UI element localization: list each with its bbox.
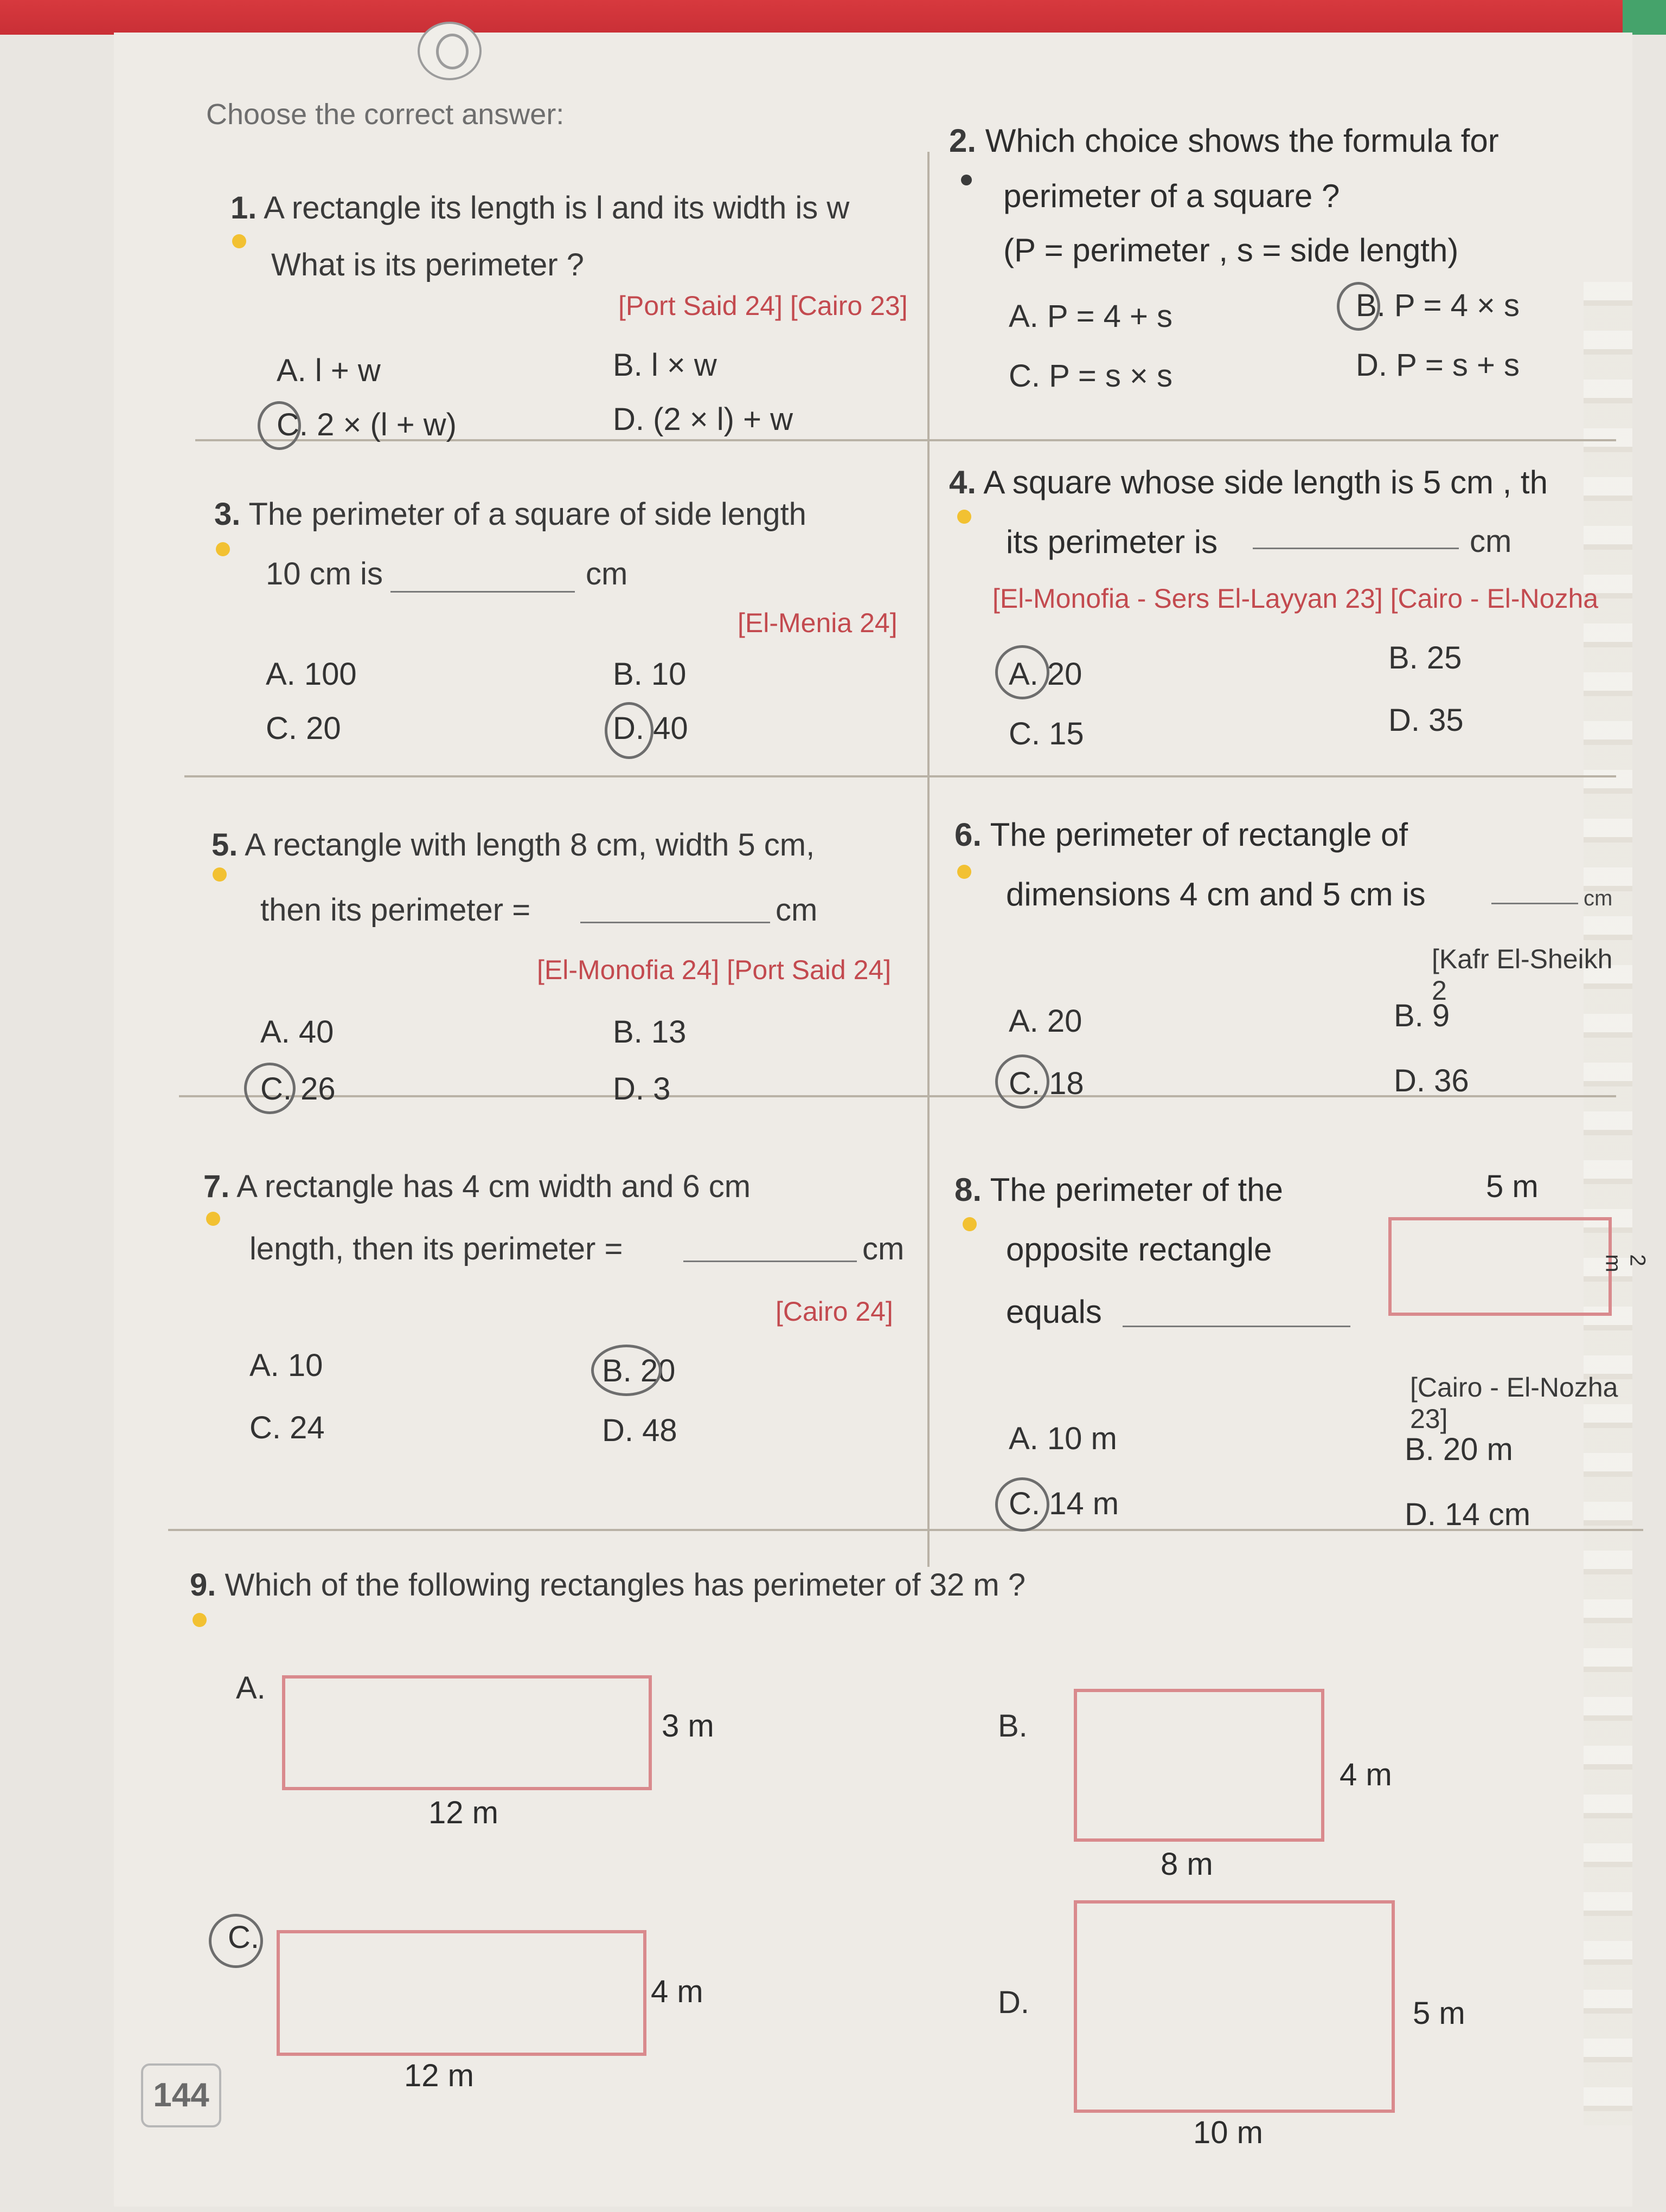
q3-line1 [214,499,806,530]
q4-line1 [949,466,1548,499]
q1-option-c[interactable]: C. 2 × (l + w) [277,407,457,442]
q8-bullet-icon [963,1217,977,1231]
q7-source: [Cairo 24] [776,1296,893,1327]
q2-bullet-icon [961,175,972,185]
q2-answer-circle [1337,282,1380,331]
q6-bullet-icon [957,865,971,879]
q1-option-b[interactable]: B. l × w [613,348,717,383]
q6-option-b[interactable]: B. 9 [1394,998,1450,1033]
q5-line2a: then its perimeter = [260,892,531,928]
q3-bullet-icon [216,542,230,556]
q5-source: [El-Monofia 24] [Port Said 24] [537,955,892,985]
q5-option-a[interactable]: A. 40 [260,1014,334,1050]
q6-line1 [954,816,1408,853]
q2-line1 [949,125,1499,157]
q9-rectangle-b[interactable] [1074,1689,1324,1842]
q7-text: A rectangle has 4 cm width and 6 cm [236,1169,751,1204]
q8-answer-blank[interactable] [1123,1326,1350,1327]
q2-number: 2. [949,123,977,159]
q4-line2b: cm [1470,524,1512,559]
q4-number: 4. [949,464,977,500]
q9-line1 [190,1567,1026,1603]
q9-bullet-icon [193,1613,207,1627]
q8-option-a[interactable]: A. 10 m [1009,1421,1117,1456]
q4-option-d[interactable]: D. 35 [1388,703,1464,738]
page-number: 144 [141,2063,221,2127]
q4-answer-circle [995,645,1049,699]
q8-number: 8. [954,1172,982,1208]
q3-answer-circle [605,702,653,759]
q5-answer-blank[interactable] [580,922,770,923]
q9-option-d-label[interactable]: D. [998,1985,1029,2020]
q5-answer-circle [244,1063,296,1114]
q5-option-c[interactable]: C. 26 [260,1071,336,1107]
q7-line2a: length, then its perimeter = [249,1231,623,1266]
column-divider [927,152,930,1567]
q3-line2a: 10 cm is [266,556,383,591]
logo-icon [436,34,469,69]
q3-option-b[interactable]: B. 10 [613,657,687,692]
q7-option-a[interactable]: A. 10 [249,1348,323,1383]
page-heading: Choose the correct answer: [206,98,565,131]
q4-line2a: its perimeter is [1006,524,1218,560]
logo-badge [418,22,482,80]
q6-answer-blank[interactable] [1491,903,1578,904]
q1-option-d[interactable]: D. (2 × l) + w [613,402,793,437]
q3-answer-blank[interactable] [390,591,575,593]
q9-b-bottom-label: 8 m [1161,1847,1213,1882]
q1-answer-circle [258,401,301,450]
q3-source: [El-Menia 24] [738,608,898,638]
q8-figure-side-label: 2 m [1601,1254,1650,1272]
q9-text: Which of the following rectangles has perimeter of 32 m ? [225,1567,1026,1603]
q9-option-a-label[interactable]: A. [236,1670,266,1706]
q1-bullet-icon [232,234,246,248]
q8-line2: opposite rectangle [1006,1231,1272,1268]
q6-option-c[interactable]: C. 18 [1009,1066,1084,1101]
q1-line1 [230,192,849,224]
q9-d-side-label: 5 m [1413,1996,1465,2031]
q5-bullet-icon [213,867,227,882]
q6-line2a: dimensions 4 cm and 5 cm is [1006,876,1426,912]
top-color-band [0,0,1666,35]
q6-answer-circle [995,1054,1049,1109]
q5-number: 5. [212,827,238,863]
q6-number: 6. [954,816,982,853]
q7-answer-blank[interactable] [683,1261,857,1262]
q5-option-b[interactable]: B. 13 [613,1014,687,1050]
q7-line1 [203,1171,751,1203]
q3-option-a[interactable]: A. 100 [266,657,357,692]
q4-option-b[interactable]: B. 25 [1388,640,1462,676]
q6-source: [Kafr El-Sheikh 2 [1432,944,1613,1006]
q7-option-c[interactable]: C. 24 [249,1410,325,1445]
q4-option-c[interactable]: C. 15 [1009,716,1084,751]
q1-source: [Port Said 24] [Cairo 23] [618,291,908,321]
q9-rectangle-a[interactable] [282,1675,652,1790]
q3-number: 3. [214,497,241,532]
q9-a-side-label: 3 m [662,1708,714,1744]
q7-option-b[interactable]: B. 20 [602,1353,676,1388]
q6-option-d[interactable]: D. 36 [1394,1063,1469,1098]
q5-text: A rectangle with length 8 cm, width 5 cm, [245,827,815,863]
row-divider [184,775,1616,777]
q7-number: 7. [203,1169,230,1204]
q4-option-a[interactable]: A. 20 [1009,657,1082,692]
q8-option-c[interactable]: C. 14 m [1009,1486,1119,1521]
q8-text: The perimeter of the [990,1172,1283,1208]
q9-option-c-label[interactable]: C. [228,1920,259,1955]
q4-bullet-icon [957,510,971,524]
q7-bullet-icon [206,1212,220,1226]
q2-text: Which choice shows the formula for [985,123,1499,159]
q3-option-d[interactable]: D. 40 [613,711,688,746]
q2-option-d[interactable]: D. P = s + s [1356,348,1520,383]
q6-option-a[interactable]: A. 20 [1009,1004,1082,1039]
q2-line2: perimeter of a square ? [1003,178,1340,214]
q8-line3: equals [1006,1294,1102,1330]
q9-number: 9. [190,1567,216,1603]
q1-number: 1. [230,190,257,226]
q5-line1 [212,829,815,861]
q3-line2b: cm [586,556,628,591]
q8-rectangle-figure [1388,1217,1612,1316]
q9-rectangle-c[interactable] [277,1930,646,2056]
q1-option-a[interactable]: A. l + w [277,353,381,388]
q9-c-side-label: 4 m [651,1974,703,2009]
q6-text: The perimeter of rectangle of [990,816,1408,853]
q1-text: A rectangle its length is l and its width is w [264,190,850,226]
q9-option-b-label[interactable]: B. [998,1708,1028,1744]
q8-answer-circle [995,1477,1049,1532]
q4-source: [El-Monofia - Sers El-Layyan 23] [Cairo - El-Nozha [992,583,1599,614]
q9-d-bottom-label: 10 m [1193,2115,1263,2150]
q7-option-d[interactable]: D. 48 [602,1413,677,1448]
q9-b-side-label: 4 m [1340,1757,1392,1792]
q8-source: [Cairo - El-Nozha 23] [1410,1372,1618,1434]
q9-c-bottom-label: 12 m [404,2058,474,2093]
q8-option-d[interactable]: D. 14 cm [1405,1497,1531,1532]
q8-figure-top-label: 5 m [1486,1169,1539,1204]
q9-rectangle-d[interactable] [1074,1900,1395,2113]
q6-line2b: cm [1584,886,1613,910]
q4-text: A square whose side length is 5 cm , th [983,464,1548,500]
page-edge-stack [1584,282,1632,2125]
q2-option-a[interactable]: A. P = 4 + s [1009,299,1173,334]
q8-option-b[interactable]: B. 20 m [1405,1432,1513,1467]
q2-option-b[interactable]: B. P = 4 × s [1356,288,1520,323]
q5-line2b: cm [776,892,818,928]
q7-answer-circle [591,1345,662,1396]
q9-a-bottom-label: 12 m [428,1795,498,1830]
q5-option-d[interactable]: D. 3 [613,1071,671,1107]
q4-answer-blank[interactable] [1253,548,1459,549]
q8-line1 [954,1174,1283,1206]
q2-line3: (P = perimeter , s = side length) [1003,232,1459,268]
q9-answer-circle [209,1914,263,1968]
worksheet-page [114,33,1650,2207]
q2-option-c[interactable]: C. P = s × s [1009,358,1172,394]
q3-text: The perimeter of a square of side length [248,497,806,532]
q7-line2b: cm [862,1231,905,1266]
q1-line2: What is its perimeter ? [271,247,584,282]
q3-option-c[interactable]: C. 20 [266,711,341,746]
